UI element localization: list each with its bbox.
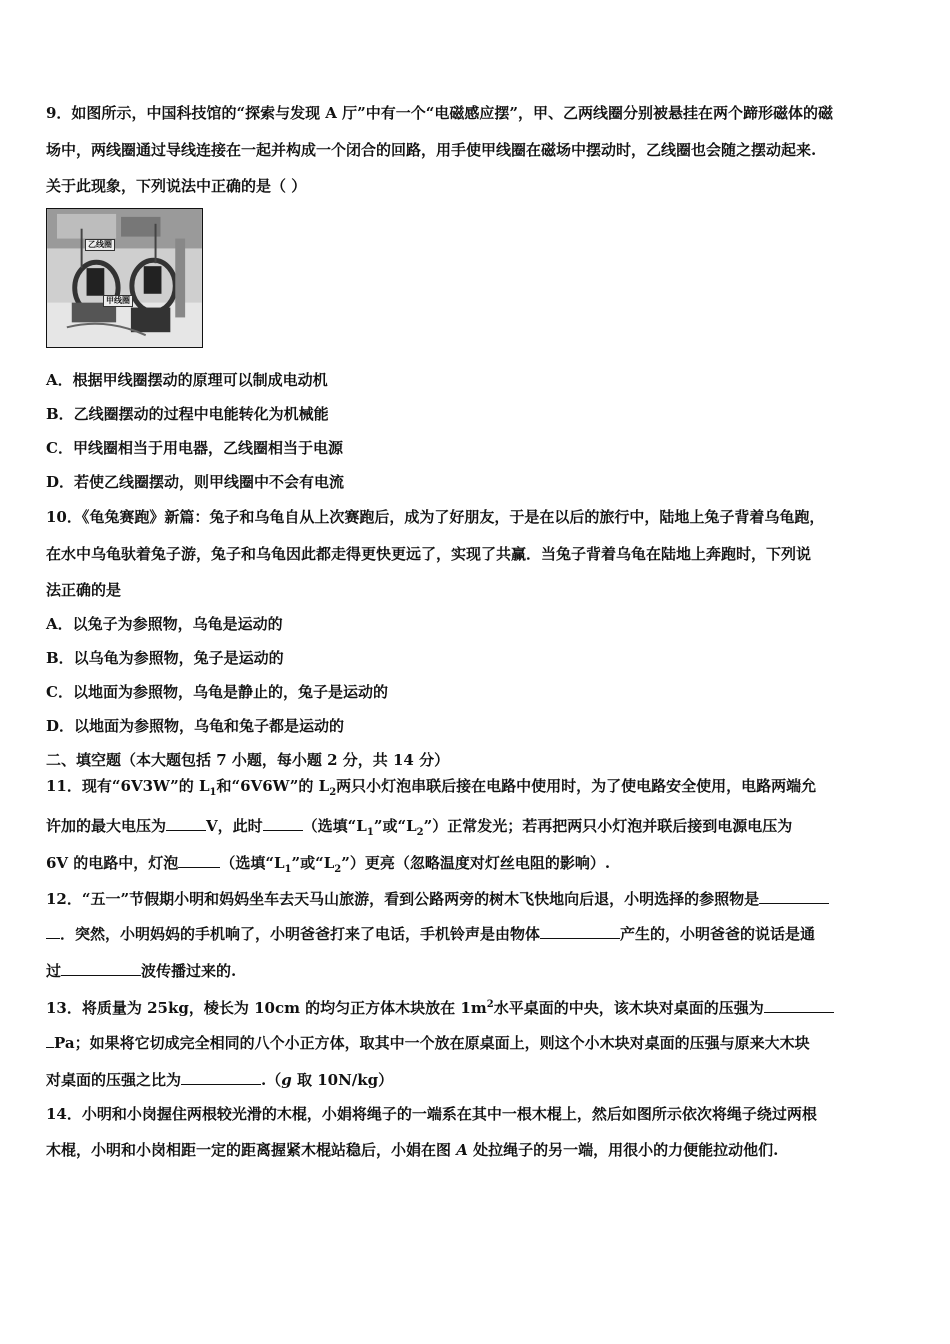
label-coil-yi: 乙线圈 [85, 239, 115, 251]
q11-l3-c: ”或“L [291, 854, 335, 872]
q11-l2-a: 许加的最大电压为 [46, 817, 167, 835]
q11-l3-b: （选填“L [220, 854, 285, 872]
q12-l2-a: ．突然，小明妈妈的手机响了，小明爸爸打来了电话，手机铃声是由物体 [60, 925, 541, 943]
q13-text-line-3 [46, 1068, 393, 1090]
q12-text-line-1 [46, 887, 829, 909]
q11-l1-a: 11．现有“6V3W”的 L [46, 777, 210, 795]
q11-blank-brighter-lamp[interactable] [178, 851, 220, 868]
q13-text-line-1 [46, 995, 834, 1018]
q12-text-line-3 [46, 959, 236, 981]
q11-l3-sub1: 1 [284, 864, 292, 875]
q11-blank-normal-lamp[interactable] [263, 814, 303, 831]
q11-l1-sub2: 2 [329, 787, 337, 798]
label-coil-jia: 甲线圈 [103, 295, 133, 307]
q12-l2-b: 产生的，小明爸爸的说话是通 [620, 925, 816, 943]
q10-option-c: C．以地面为参照物，乌龟是静止的，兔子是运动的 [46, 683, 388, 701]
q11-blank-max-voltage[interactable] [166, 814, 206, 831]
q13-l2: Pa；如果将它切成完全相同的八个小正方体，取其中一个放在原桌面上，则这个小木块对桌面的压强与原来大木块 [54, 1034, 810, 1052]
q11-l3-a: 6V 的电路中，灯泡 [46, 854, 179, 872]
q14-text-line-2 [46, 1140, 778, 1160]
q13-text-line-2 [46, 1031, 810, 1053]
q13-l1-b: 水平桌面的中央，该木块对桌面的压强为 [493, 999, 764, 1017]
q12-text-line-2 [46, 922, 815, 944]
q10-option-b: B．以乌龟为参照物，兔子是运动的 [46, 649, 284, 667]
q13-blank-pressure-ratio[interactable] [181, 1068, 261, 1085]
q11-text-line-2 [46, 814, 792, 843]
q10-option-a: A．以兔子为参照物，乌龟是运动的 [46, 615, 283, 633]
q9-option-a: A．根据甲线圈摆动的原理可以制成电动机 [46, 371, 328, 389]
q12-blank-reference-object-a[interactable] [759, 887, 829, 904]
q14-l2-point-a: A [456, 1141, 468, 1159]
q11-l2-sub1: 1 [366, 827, 374, 838]
q14-l2-a: 木棍，小明和小岗相距一定的距离握紧木棍站稳后，小娟在图 [46, 1141, 457, 1159]
q13-l3-g: g [281, 1071, 292, 1089]
q10-text-line-2: 在水中乌龟驮着兔子游，兔子和乌龟因此都走得更快更远了，实现了共赢．当兔子背着乌龟在陆地上奔跑时，下列说 [46, 545, 812, 563]
q11-text-line-1 [46, 776, 816, 803]
q13-blank-pressure-a[interactable] [764, 996, 834, 1013]
q11-l1-b: 和“6V6W”的 L [216, 777, 330, 795]
q11-text-line-3 [46, 851, 610, 880]
q9-electromagnetic-pendulum-photo [46, 208, 203, 348]
q11-l3-d: ”）更亮（忽略温度对灯丝电阻的影响）. [341, 854, 611, 872]
q11-l3-sub2: 2 [334, 864, 342, 875]
q13-l3-a: 对桌面的压强之比为 [46, 1071, 182, 1089]
q12-blank-sound-source[interactable] [540, 922, 620, 939]
q11-l1-c: 两只小灯泡串联后接在电路中使用时，为了使电路安全使用，电路两端允 [336, 777, 817, 795]
q13-l3-c: 取 10N/kg） [291, 1071, 394, 1089]
q13-l1-sup: 2 [486, 999, 494, 1010]
q10-text-line-3: 法正确的是 [46, 581, 122, 599]
q12-l3-a: 过 [46, 962, 62, 980]
section-2-heading: 二、填空题（本大题包括 7 小题，每小题 2 分，共 14 分） [46, 751, 450, 769]
q9-text-line-2: 场中，两线圈通过导线连接在一起并构成一个闭合的回路，用手使甲线圈在磁场中摆动时，乙线圈也会随之摆动起来. [46, 141, 817, 159]
q11-l1-sub1: 1 [209, 787, 217, 798]
q11-l2-b: V，此时 [206, 817, 263, 835]
q12-l3-b: 波传播过来的. [141, 962, 237, 980]
q13-blank-pressure-b[interactable] [46, 1031, 54, 1048]
q14-text-line-1: 14．小明和小岗握住两根较光滑的木棍，小娟将绳子的一端系在其中一根木棍上，然后如图所示依次将绳子绕过两根 [46, 1105, 817, 1123]
q12-l1: 12．“五一”节假期小明和妈妈坐车去天马山旅游，看到公路两旁的树木飞快地向后退，小明选择的参照物是 [46, 890, 760, 908]
q11-l2-d: ”或“L [373, 817, 417, 835]
q12-blank-reference-object-b[interactable] [46, 922, 60, 939]
q9-option-b: B．乙线圈摆动的过程中电能转化为机械能 [46, 405, 329, 423]
q9-option-c: C．甲线圈相当于用电器，乙线圈相当于电源 [46, 439, 343, 457]
q9-text-line-3: 关于此现象，下列说法中正确的是（ ） [46, 177, 307, 195]
q11-l2-sub2: 2 [416, 827, 424, 838]
q10-option-d: D．以地面为参照物，乌龟和兔子都是运动的 [46, 717, 345, 735]
q14-l2-b: 处拉绳子的另一端，用很小的力便能拉动他们. [467, 1141, 779, 1159]
q13-l3-b: .（ [261, 1071, 282, 1089]
q11-l2-e: ”）正常发光；若再把两只小灯泡并联后接到电源电压为 [423, 817, 793, 835]
q11-l2-c: （选填“L [302, 817, 367, 835]
q10-text-line-1: 10．《龟兔赛跑》新篇：兔子和乌龟自从上次赛跑后，成为了好朋友，于是在以后的旅行中，陆地上兔子背着乌龟跑， [46, 508, 825, 526]
q9-text-line-1: 9．如图所示，中国科技馆的“探索与发现 A 厅”中有一个“电磁感应摆”，甲、乙两线圈分别被悬挂在两个蹄形磁体的磁 [46, 104, 834, 122]
q9-option-d: D．若使乙线圈摆动，则甲线圈中不会有电流 [46, 473, 345, 491]
q12-blank-wave-type[interactable] [61, 959, 141, 976]
pendulum-photo-drawing [47, 209, 202, 347]
q13-l1-a: 13．将质量为 25kg，棱长为 10cm 的均匀正方体木块放在 1m [46, 999, 487, 1017]
